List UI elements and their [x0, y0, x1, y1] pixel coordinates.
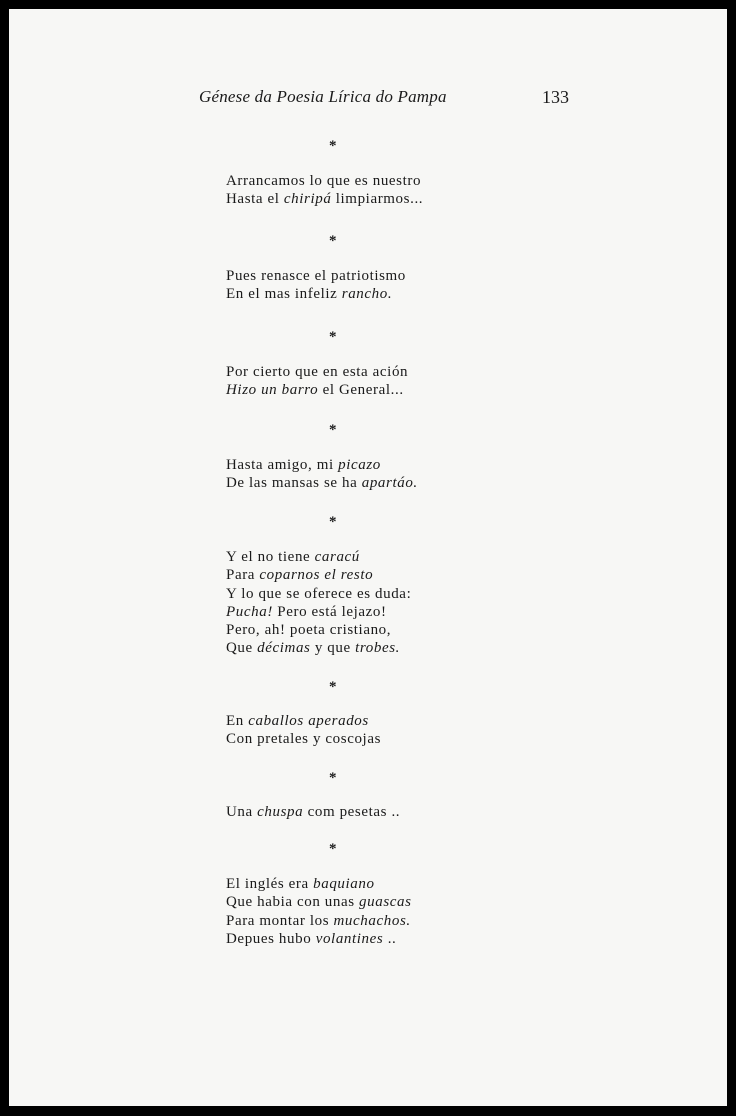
poem-line: [226, 285, 406, 303]
verse-text: Hasta amigo, mi: [226, 457, 339, 473]
verse-text: Pero está lejazo!: [272, 603, 387, 620]
poem-line: [226, 875, 412, 893]
verse-text: limpiarmos...: [331, 191, 424, 208]
poem-line: [226, 712, 381, 730]
poem-line: [226, 456, 418, 474]
stanza-3: [226, 363, 408, 400]
italic-text: coparnos el resto: [259, 567, 374, 584]
verse-text: Que: [226, 640, 258, 657]
poem-line: [226, 474, 418, 492]
italic-text: chuspa: [257, 804, 304, 820]
verse-text: Una: [226, 804, 258, 820]
verse-text: ..: [383, 930, 397, 947]
verse-text: El inglés era: [226, 876, 314, 892]
poem-line: [226, 566, 411, 584]
italic-text: caracú: [314, 549, 360, 565]
verse-text: el General...: [318, 382, 404, 399]
verse-text: Depues hubo: [226, 930, 316, 947]
verse-text: Hasta el: [226, 191, 284, 208]
stanza-separator: *: [329, 422, 337, 438]
stanza-4: [226, 456, 418, 493]
poem-line: [226, 585, 411, 603]
stanza-separator: *: [329, 679, 337, 695]
verse-text: com pesetas ..: [303, 804, 401, 820]
italic-text: apartáo.: [361, 475, 418, 492]
poem-line: [226, 267, 406, 285]
stanza-7: [226, 803, 400, 821]
verse-text: Para montar los: [226, 912, 334, 929]
verse-text: En: [226, 713, 249, 729]
stanza-8: [226, 875, 412, 948]
italic-text: baquiano: [313, 876, 375, 892]
poem-line: [226, 381, 408, 399]
running-head: Génese da Poesia Lírica do Pampa: [199, 87, 447, 106]
stanza-separator: *: [329, 770, 337, 786]
stanza-6: [226, 712, 381, 749]
stanza-5: [226, 548, 411, 658]
verse-text: Pues renasce el patriotismo: [226, 268, 406, 284]
italic-text: trobes.: [355, 640, 401, 657]
verse-text: De las mansas se ha: [226, 475, 362, 492]
italic-text: picazo: [338, 457, 381, 473]
poem-line: [226, 363, 408, 381]
poem-line: [226, 621, 411, 639]
poem-line: [226, 912, 412, 930]
verse-text: Con pretales y coscojas: [226, 731, 382, 748]
verse-text: Que habia con unas: [226, 894, 360, 911]
poem-line: [226, 548, 411, 566]
italic-text: Hizo un barro: [226, 382, 319, 399]
verse-text: Y lo que se oferece es duda:: [226, 585, 412, 602]
italic-text: chiripá: [283, 191, 332, 208]
stanza-1: [226, 172, 423, 209]
verse-text: Por cierto que en esta ación: [226, 364, 409, 380]
italic-text: muchachos.: [333, 912, 411, 929]
poem-line: [226, 639, 411, 657]
poem-line: [226, 190, 423, 208]
verse-text: En el mas infeliz: [226, 286, 342, 303]
italic-text: volantines: [315, 930, 384, 947]
stanza-separator: *: [329, 841, 337, 857]
stanza-separator: *: [329, 514, 337, 530]
stanza-separator: *: [329, 233, 337, 249]
poem-line: [226, 893, 412, 911]
stanza-separator: *: [329, 138, 337, 154]
stanza-2: [226, 267, 406, 304]
stanza-separator: *: [329, 329, 337, 345]
italic-text: décimas: [257, 640, 311, 657]
verse-text: y que: [310, 640, 356, 657]
poem-line: [226, 730, 381, 748]
poem-line: [226, 930, 412, 948]
italic-text: Pucha!: [226, 603, 273, 620]
book-page: [9, 9, 727, 1106]
page-number: 133: [542, 87, 569, 107]
poem-line: [226, 603, 411, 621]
verse-text: Arrancamos lo que es nuestro: [226, 173, 422, 189]
verse-text: Para: [226, 567, 260, 584]
italic-text: guascas: [359, 894, 412, 911]
verse-text: Pero, ah! poeta cristiano,: [226, 622, 392, 639]
italic-text: rancho.: [341, 286, 393, 303]
poem-line: [226, 803, 400, 821]
verse-text: Y el no tiene: [226, 549, 315, 565]
poem-line: [226, 172, 423, 190]
italic-text: caballos aperados: [248, 713, 369, 729]
